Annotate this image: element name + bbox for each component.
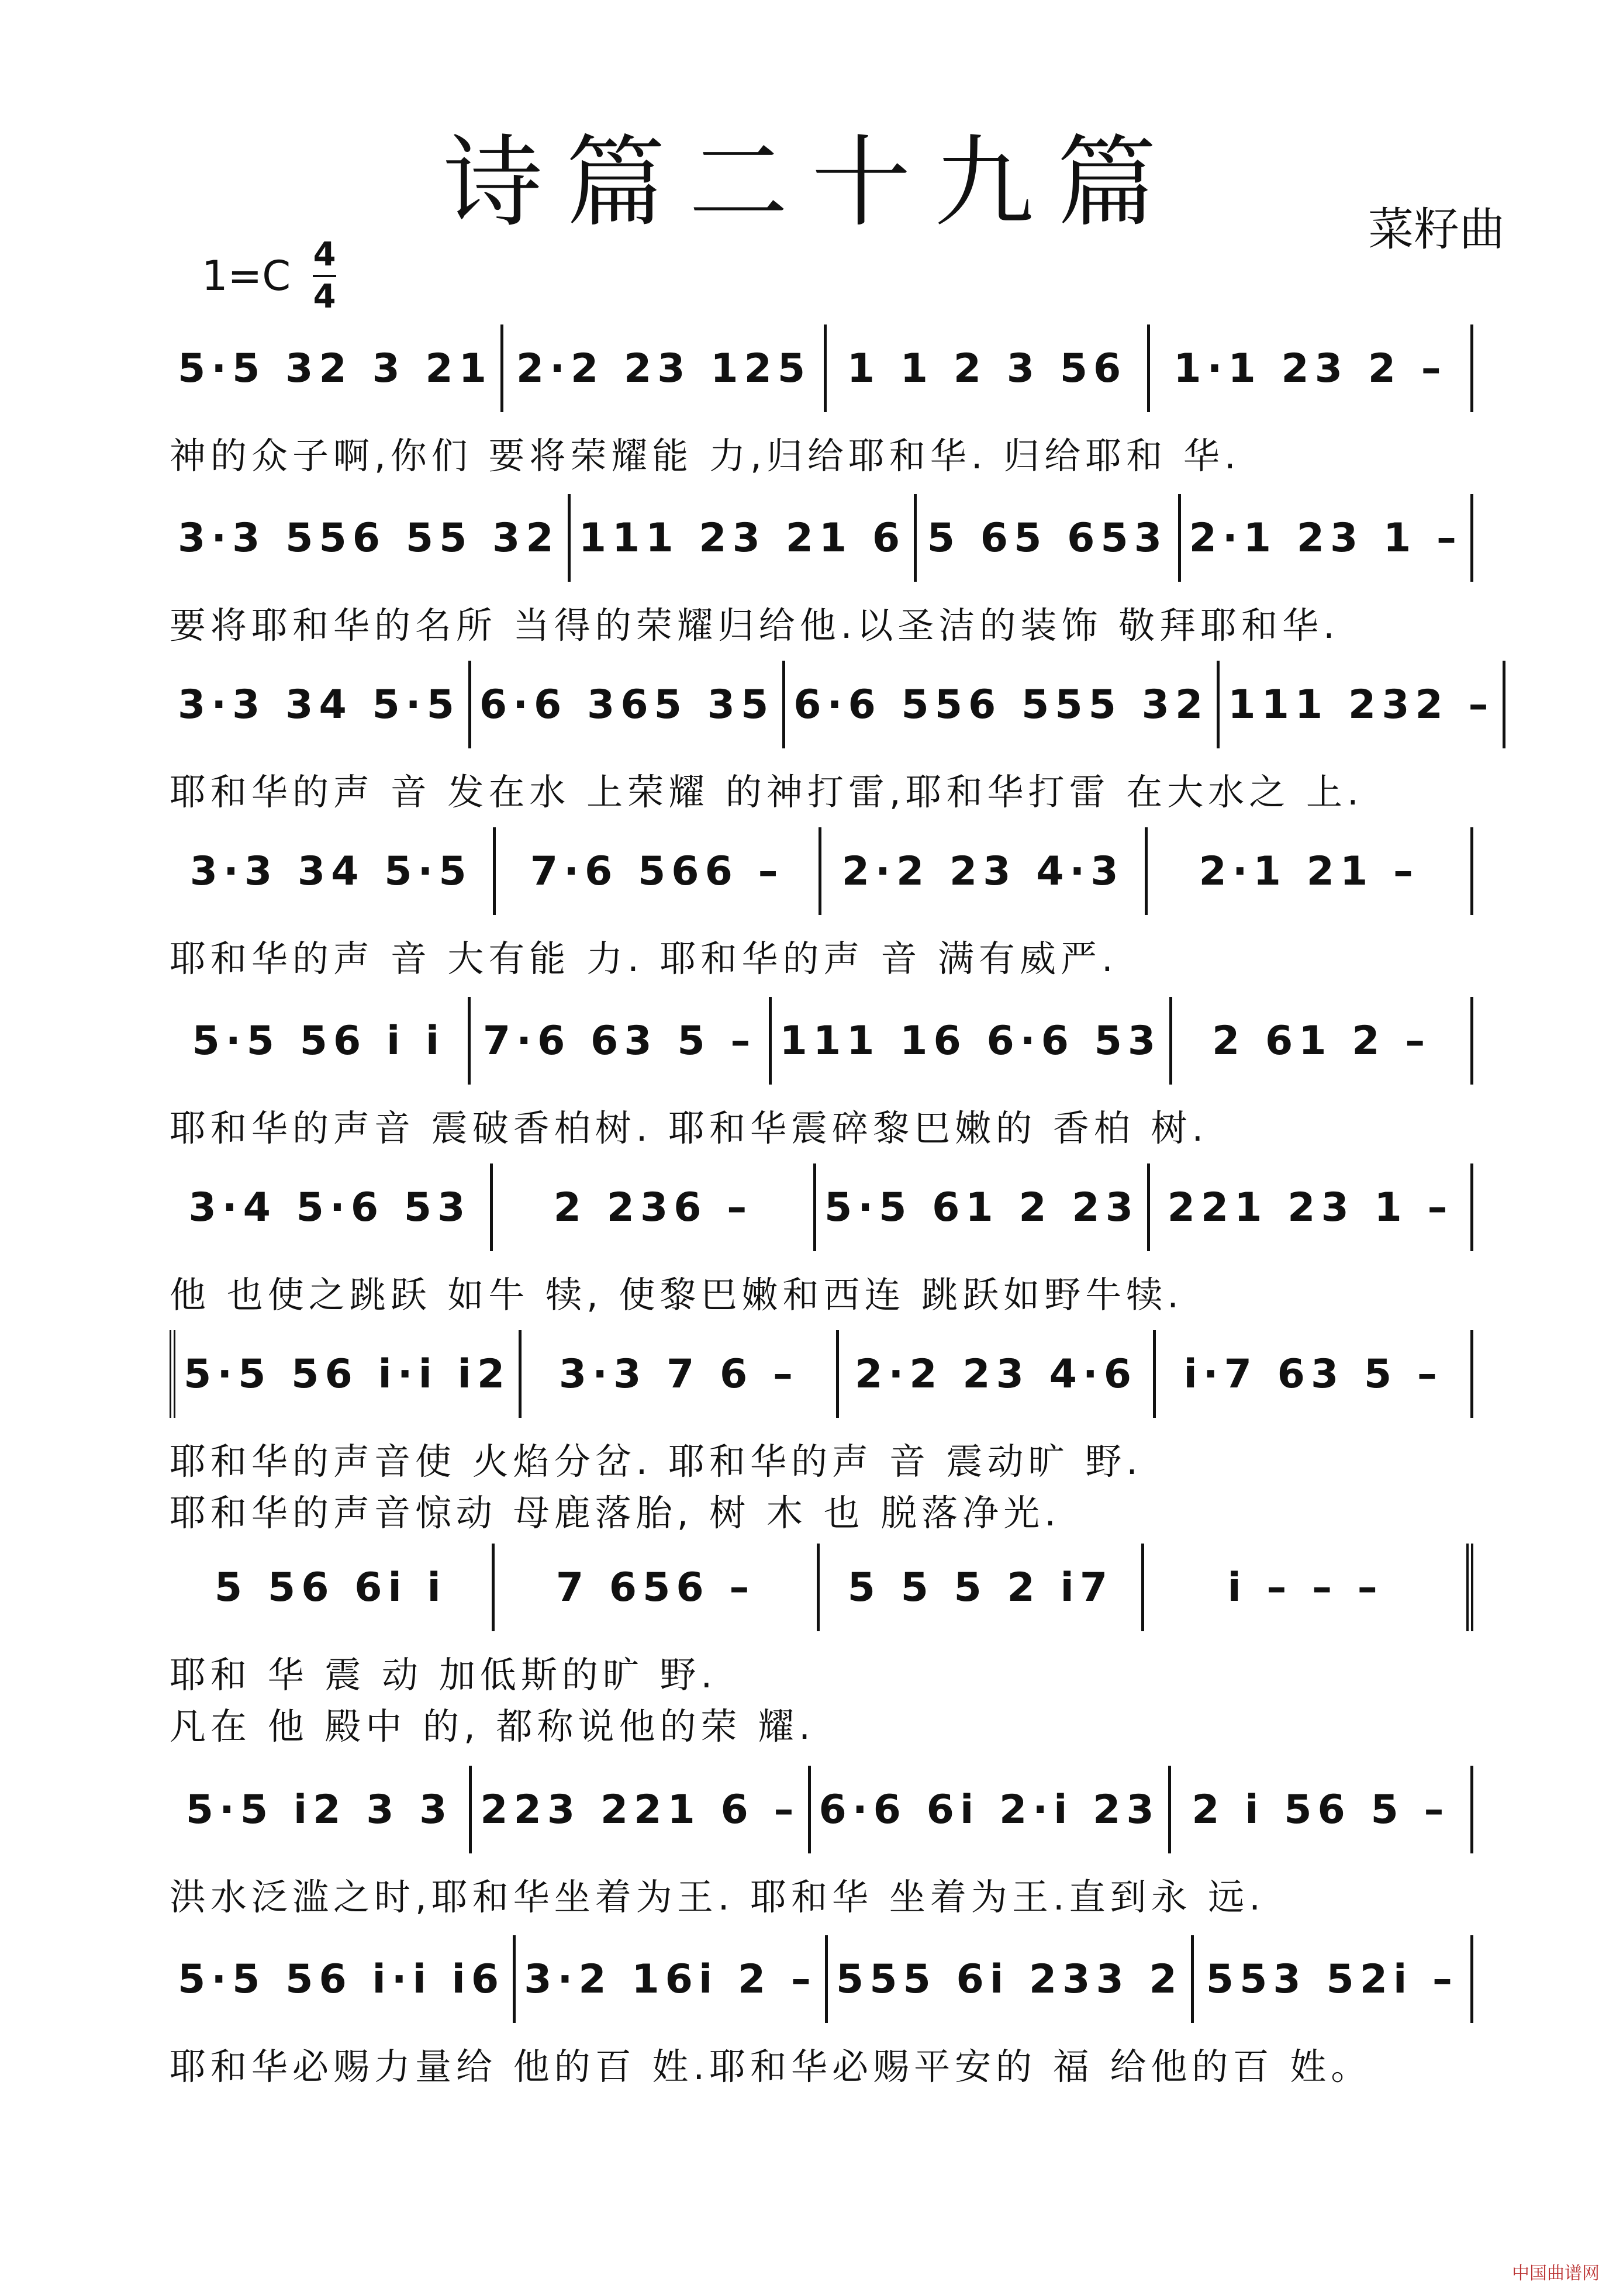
measure xyxy=(170,1163,493,1251)
measure xyxy=(1172,997,1473,1085)
measure xyxy=(170,494,571,582)
key-signature xyxy=(202,236,336,316)
notes-line xyxy=(170,997,1473,1085)
measure-notes: 6·6 6i 2·i 23 xyxy=(819,1786,1160,1833)
measure-notes: 6·6 365 35 xyxy=(479,681,775,728)
measure xyxy=(493,1163,816,1251)
time-bottom: 4 xyxy=(313,278,336,316)
measure xyxy=(827,324,1150,412)
measure-notes: 1 1 2 3 56 xyxy=(847,345,1127,392)
measure xyxy=(472,1766,810,1853)
measure xyxy=(1171,1766,1473,1853)
measure-notes: 3·3 34 5·5 xyxy=(178,681,460,728)
measure xyxy=(170,1935,516,2023)
measure xyxy=(1148,827,1474,915)
lyric-line: 耶和华的声音 震破香柏树. 耶和华震碎黎巴嫩的 香柏 树. xyxy=(170,1107,1208,1149)
lyric-line: 耶和华必赐力量给 他的百 姓.耶和华必赐平安的 福 给他的百 姓。 xyxy=(170,2045,1372,2088)
measure xyxy=(1220,661,1505,748)
lyric-line: 耶和华的声 音 发在水 上荣耀 的神打雷,耶和华打雷 在大水之 上. xyxy=(170,771,1363,813)
measure-notes: 5·5 32 3 21 xyxy=(178,345,493,392)
measure xyxy=(785,661,1220,748)
song-title: 诗篇二十九篇 xyxy=(443,125,1180,241)
time-signature xyxy=(313,236,336,316)
measure-notes: 5 65 653 xyxy=(927,515,1168,561)
measure xyxy=(1150,1163,1473,1251)
measure xyxy=(821,827,1148,915)
watermark: 中国曲谱网 xyxy=(1512,2263,1600,2284)
notes-line xyxy=(170,1163,1473,1251)
composer: 菜籽曲 xyxy=(1368,203,1505,256)
measure-notes: 3·2 16i 2 – xyxy=(524,1956,817,2002)
measure xyxy=(820,1544,1145,1631)
measure-notes: 111 23 21 6 xyxy=(578,515,906,561)
notes-line xyxy=(170,827,1473,915)
measure-notes: 553 52i – xyxy=(1206,1956,1458,2002)
measure-notes: i – – – xyxy=(1227,1564,1383,1611)
measure-notes: 6·6 556 555 32 xyxy=(793,681,1209,728)
measure xyxy=(170,661,471,748)
measure-notes: 2·1 23 1 – xyxy=(1189,515,1462,561)
measure xyxy=(816,1163,1150,1251)
measure-notes: 2·2 23 4·6 xyxy=(855,1351,1138,1397)
measure-notes: 7·6 566 – xyxy=(530,848,784,895)
notes-line xyxy=(170,661,1494,748)
measure xyxy=(839,1330,1156,1418)
lyric-line: 耶和华的声音惊动 母鹿落胎, 树 木 也 脱落净光. xyxy=(170,1491,1061,1534)
notes-line xyxy=(170,1935,1473,2023)
notes-line xyxy=(170,1330,1473,1418)
measure xyxy=(471,997,772,1085)
measure xyxy=(471,661,785,748)
measure-notes: 3·4 5·6 53 xyxy=(188,1184,471,1231)
measure xyxy=(170,324,503,412)
measure xyxy=(522,1330,839,1418)
measure-notes: 2 236 – xyxy=(553,1184,753,1231)
measure-notes: 5 5 5 2 i7 xyxy=(847,1564,1114,1611)
measure-notes: 5 56 6i i xyxy=(214,1564,447,1611)
measure xyxy=(170,827,496,915)
time-top: 4 xyxy=(313,236,336,274)
measure-notes: 111 16 6·6 53 xyxy=(779,1017,1162,1064)
measure-notes: 3·3 7 6 – xyxy=(558,1351,799,1397)
measure xyxy=(1144,1544,1473,1631)
measure-notes: 5·5 i2 3 3 xyxy=(185,1786,453,1833)
lyric-line: 耶和 华 震 动 加低斯的旷 野. xyxy=(170,1653,717,1696)
measure-notes: 5·5 56 i·i i2 xyxy=(184,1351,511,1397)
measure xyxy=(1150,324,1473,412)
measure-notes: 1·1 23 2 – xyxy=(1173,345,1447,392)
lyric-line: 神的众子啊,你们 要将荣耀能 力,归给耶和华. 归给耶和 华. xyxy=(170,434,1241,477)
measure xyxy=(495,1544,820,1631)
measure-notes: 111 232 – xyxy=(1228,681,1494,728)
measure xyxy=(1156,1330,1473,1418)
notes-line xyxy=(170,324,1473,412)
measure xyxy=(170,997,471,1085)
measure-notes: 3·3 34 5·5 xyxy=(189,848,472,895)
measure xyxy=(1194,1935,1473,2023)
measure-notes: 555 6i 233 2 xyxy=(835,1956,1183,2002)
measure xyxy=(1181,494,1473,582)
measure-notes: 221 23 1 – xyxy=(1167,1184,1453,1231)
measure-notes: 5·5 61 2 23 xyxy=(824,1184,1139,1231)
measure-notes: 2 61 2 – xyxy=(1211,1017,1431,1064)
measure xyxy=(170,1766,472,1853)
key-label: 1=C xyxy=(202,252,291,300)
notes-line xyxy=(170,1766,1473,1853)
measure xyxy=(571,494,917,582)
measure xyxy=(917,494,1180,582)
lyric-line: 洪水泛滥之时,耶和华坐着为王. 耶和华 坐着为王.直到永 远. xyxy=(170,1876,1265,1918)
measure-notes: i·7 63 5 – xyxy=(1183,1351,1443,1397)
lyric-line: 耶和华的声音使 火焰分岔. 耶和华的声 音 震动旷 野. xyxy=(170,1440,1142,1483)
measure-notes: 5·5 56 i·i i6 xyxy=(178,1956,505,2002)
measure-notes: 2·2 23 125 xyxy=(516,345,811,392)
measure xyxy=(772,997,1173,1085)
notes-line xyxy=(170,1544,1473,1631)
notes-line xyxy=(170,494,1473,582)
measure xyxy=(516,1935,828,2023)
lyric-line: 凡在 他 殿中 的, 都称说他的荣 耀. xyxy=(170,1705,815,1748)
measure-notes: 7·6 63 5 – xyxy=(482,1017,757,1064)
measure xyxy=(170,1330,522,1418)
time-bar xyxy=(313,275,336,277)
lyric-line: 他 也使之跳跃 如牛 犊, 使黎巴嫩和西连 跳跃如野牛犊. xyxy=(170,1273,1183,1316)
lyric-line: 要将耶和华的名所 当得的荣耀归给他.以圣洁的装饰 敬拜耶和华. xyxy=(170,604,1339,647)
measure xyxy=(828,1935,1194,2023)
measure xyxy=(496,827,822,915)
measure xyxy=(503,324,827,412)
measure-notes: 2 i 56 5 – xyxy=(1192,1786,1450,1833)
measure-notes: 2·2 23 4·3 xyxy=(841,848,1124,895)
lyric-line: 耶和华的声 音 大有能 力. 耶和华的声 音 满有威严. xyxy=(170,937,1118,980)
measure-notes: 2·1 21 – xyxy=(1199,848,1419,895)
measure-notes: 223 221 6 – xyxy=(480,1786,800,1833)
measure-notes: 5·5 56 i i xyxy=(192,1017,446,1064)
measure xyxy=(170,1544,495,1631)
measure-notes: 7 656 – xyxy=(555,1564,755,1611)
measure-notes: 3·3 556 55 32 xyxy=(178,515,560,561)
measure xyxy=(811,1766,1171,1853)
